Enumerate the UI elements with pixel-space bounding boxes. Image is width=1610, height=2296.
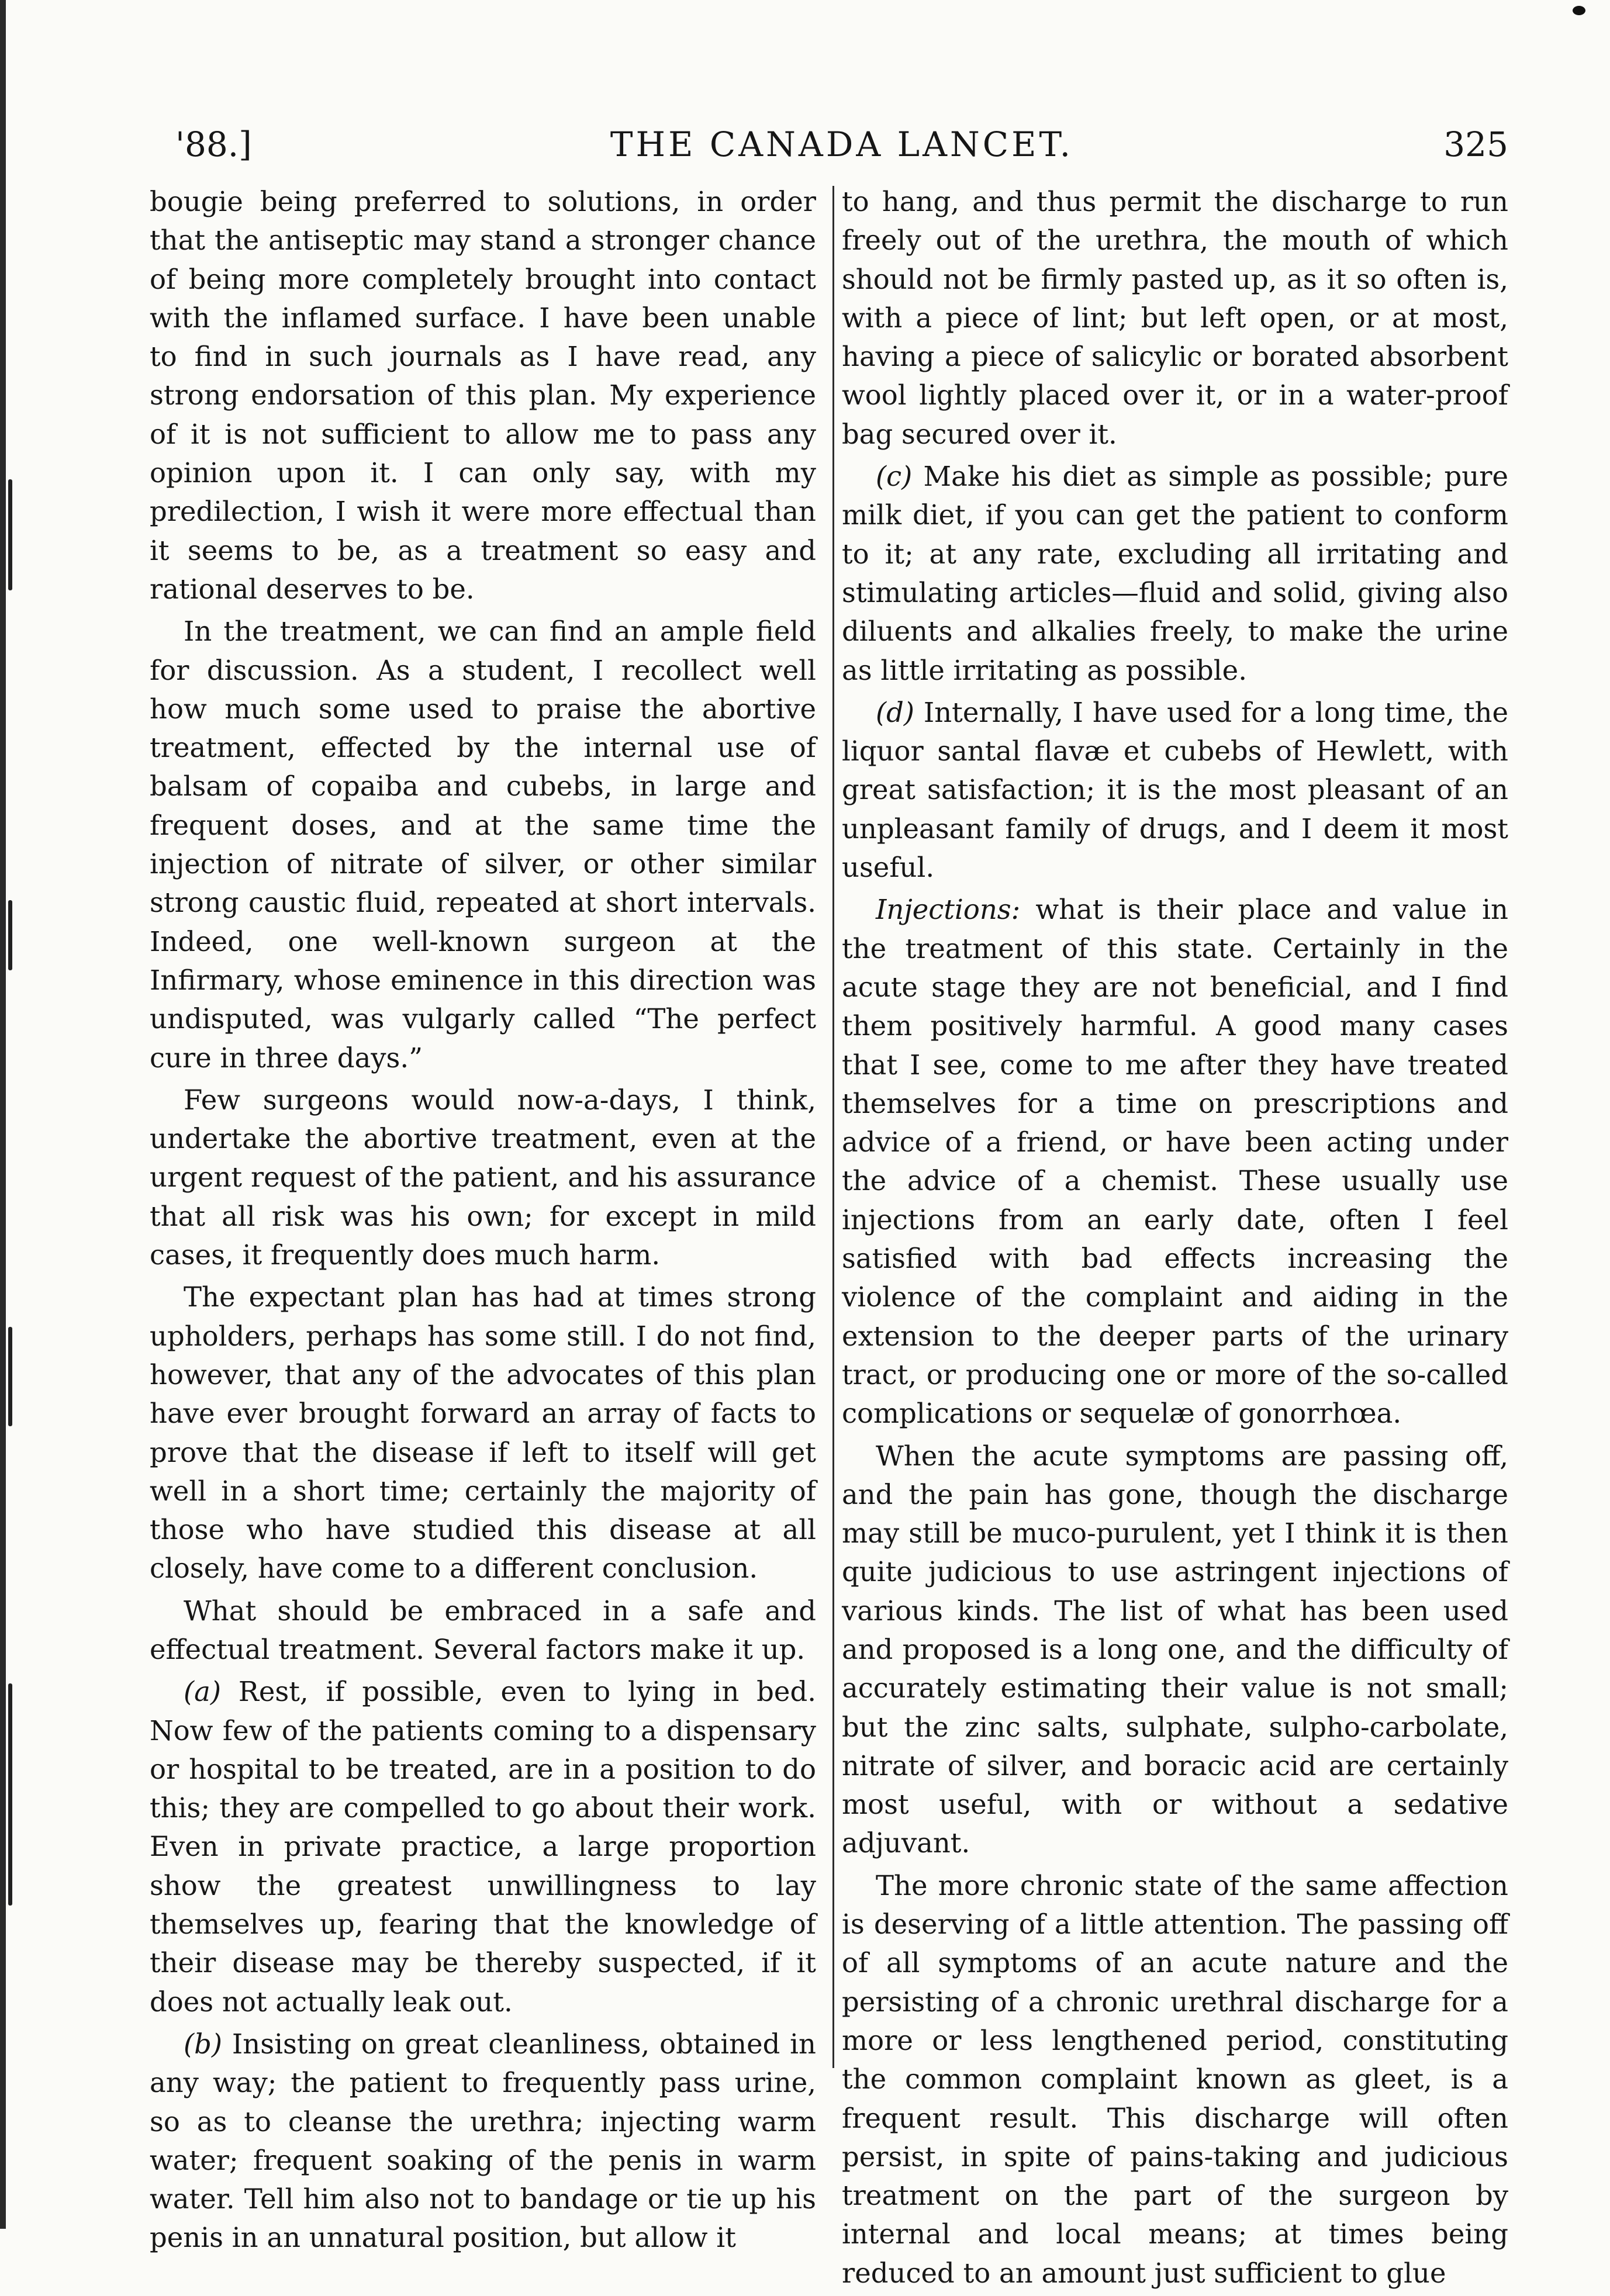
list-label: (c) bbox=[876, 461, 913, 493]
paragraph-text: Internally, I have used for a long time, the liquor santal flavæ et cubebs of Hewlett, with great satisfaction; it is the most pleasant of an unpleasant family of drugs, and I deem it most useful. bbox=[842, 696, 1508, 884]
running-header bbox=[175, 124, 1508, 165]
paragraph: to hang, and thus permit the discharge to run freely out of the urethra, the mouth of which should not be firmly pasted up, as it so often is, with a piece of lint; but left open, or at most, having a piece of salicylic or borated absorbent wool lightly placed over it, or in a water-proof bag secured over it. bbox=[842, 186, 1508, 450]
list-label: (d) bbox=[876, 696, 915, 728]
list-label: (a) bbox=[184, 1676, 222, 1708]
paragraph: bougie being preferred to solutions, in order that the antiseptic may stand a stronger chance of being more completely brought into contact with the inflamed surface. I have been unable to find in such journals as I have read, any strong endorsation of this plan. My experience of it is not sufficient to allow me to pass any opinion upon it. I can only say, with my predilection, I wish it were more effectual than it seems to be, as a treatment so easy and rational deserves to be. bbox=[150, 186, 816, 605]
paragraph bbox=[150, 1672, 816, 2021]
paragraph: When the acute symptoms are passing off, and the pain has gone, though the discharge may still be muco-purulent, yet I think it is then quite judicious to use astringent injections of various kinds. The list of what has been used and proposed is a long one, and the difficulty of accurately estimating their value is not small; but the zinc salts, sulphate, sulpho-carbolate, nitrate of silver, and boracic acid are certainly most useful, with or without a sedative adjuvant. bbox=[842, 1440, 1508, 1859]
paragraph-text: Insisting on great cleanliness, obtained in any way; the patient to frequently pass urine, so as to cleanse the urethra; injecting warm water; frequent soaking of the penis in warm water. Tell him also not to bandage or tie up his penis in an unnatural position, but allow it bbox=[150, 2028, 816, 2254]
paragraph: What should be embraced in a safe and effectual treatment. Several factors make it up. bbox=[150, 1595, 816, 1665]
binding-mark bbox=[8, 900, 12, 970]
paragraph bbox=[150, 2025, 816, 2257]
paragraph-text: what is their place and value in the treatment of this state. Certainly in the acute stage they are not beneficial, and I find them positively harmful. A good many cases that I see, come to me after they have treated themselves for a time on prescriptions and advice of a friend, or have been acting under the advice of a chemist. These usually use injections from an early date, often I feel satisfied with bad effects increasing the violence of the complaint and aiding in the extension to the deeper parts of the urinary tract, or producing one or more of the so-called complications or sequelæ of gonorrhœa. bbox=[842, 894, 1508, 1430]
paragraph-text: Rest, if possible, even to lying in bed. Now few of the patients coming to a dispensary or hospital to be treated, are in a position to do this; they are compelled to go about their work. Even in private practice, a large proportion show the greatest unwillingness to lay themselves up, fearing that the knowledge of their disease may be thereby suspected, if it does not actually leak out. bbox=[150, 1676, 816, 2018]
journal-title: THE CANADA LANCET. bbox=[610, 125, 1074, 164]
list-label: (b) bbox=[184, 2028, 223, 2060]
left-column bbox=[150, 182, 816, 2261]
paragraph bbox=[842, 890, 1508, 1433]
binding-mark bbox=[8, 1683, 12, 1906]
paragraph bbox=[842, 457, 1508, 690]
binding-mark bbox=[8, 479, 12, 590]
right-column bbox=[842, 182, 1508, 2296]
paragraph: The expectant plan has had at times strong upholders, perhaps has some still. I do not find, however, that any of the advocates of this plan have ever brought forward an array of facts to prove that the disease if left to itself will get well in a short time; certainly the majority of those who have studied this disease at all closely, have come to a different conclusion. bbox=[150, 1281, 816, 1585]
section-label: Injections: bbox=[876, 894, 1021, 926]
paragraph: Few surgeons would now-a-days, I think, undertake the abortive treatment, even at the urgent request of the patient, and his assurance that all risk was his own; for except in mild cases, it frequently does much harm. bbox=[150, 1084, 816, 1271]
header-year: '88.] bbox=[175, 125, 252, 164]
binding-mark bbox=[8, 1327, 12, 1426]
page-binding-edge bbox=[0, 0, 6, 2229]
paragraph bbox=[842, 693, 1508, 887]
ink-speck bbox=[1573, 6, 1585, 15]
paragraph-text: Make his diet as simple as possible; pure milk diet, if you can get the patient to conform to it; at any rate, excluding all irritating and stimulating articles—fluid and solid, giving also diluents and alkalies freely, to make the urine as little irritating as possible. bbox=[842, 461, 1508, 686]
paragraph: In the treatment, we can find an ample field for discussion. As a student, I recollect well how much some used to praise the abortive treatment, effected by the internal use of balsam of copaiba and cubebs, in large and frequent doses, and at the same time the injection of nitrate of silver, or other similar strong caustic fluid, repeated at short intervals. Indeed, one well-known surgeon at the Infirmary, whose eminence in this direction was undisputed, was vulgarly called “The perfect cure in three days.” bbox=[150, 616, 816, 1074]
column-divider bbox=[832, 186, 834, 2068]
page-number: 325 bbox=[1443, 125, 1508, 164]
paragraph: The more chronic state of the same affection is deserving of a little attention. The passing off of all symptoms of an acute nature and the persisting of a chronic urethral discharge for a more or less lengthened period, constituting the common complaint known as gleet, is a frequent result. This discharge will often persist, in spite of pains-taking and judicious treatment on the part of the surgeon by internal and local means; at times being reduced to an amount just sufficient to glue bbox=[842, 1869, 1508, 2289]
